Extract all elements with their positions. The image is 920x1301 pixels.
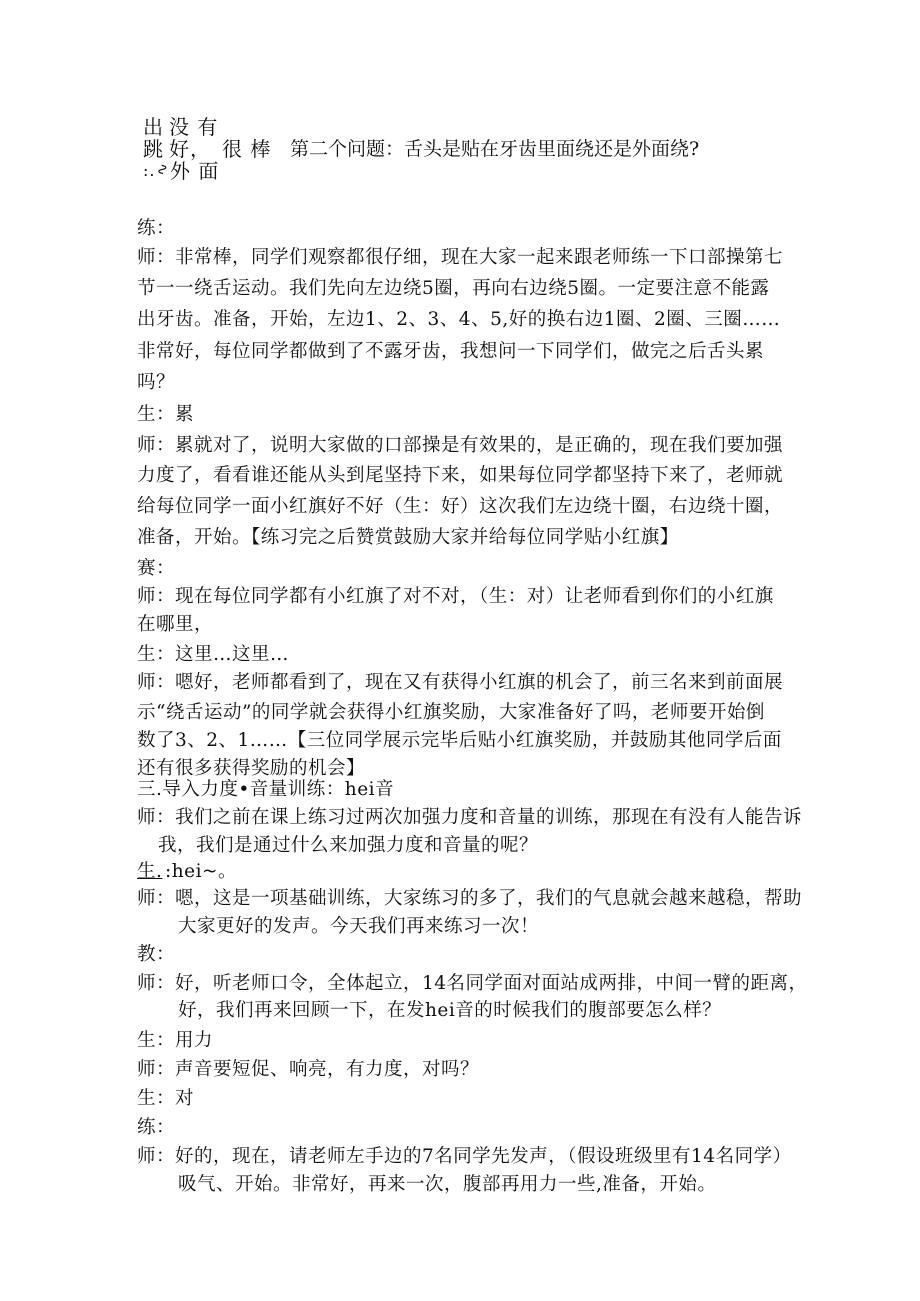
text-line: 生. — [137, 861, 163, 882]
text-line: 师：我们之前在课上练习过两次加强力度和音量的训练，那现在有没有人能告诉 — [137, 807, 803, 828]
text-line: 师：声音要短促、响亮，有力度，对吗？ — [137, 1059, 480, 1080]
text-line: 非常好，每位同学都做到了不露牙齿，我想问一下同学们，做完之后舌头累 — [137, 341, 765, 362]
text-line: 师：现在每位同学都有小红旗了对不对，（生：对）让老师看到你们的小红旗 — [137, 586, 774, 607]
header-fragment-char: 没 有 — [169, 115, 219, 139]
text-line: 赛： — [137, 558, 176, 579]
header-fragment-char: 跳 — [143, 137, 164, 161]
text-line: 准备，开始。【练习完之后赞赏鼓励大家并给每位同学贴小红旗】 — [137, 527, 679, 548]
text-line: :hei~。 — [165, 861, 238, 882]
text-line: 吗？ — [137, 372, 176, 393]
text-line: 练： — [137, 218, 176, 239]
header-fragment-char: 很 棒 — [222, 137, 272, 161]
text-line: 节一一绕舌运动。我们先向左边绕5圈，再向右边绕5圈。一定要注意不能露 — [137, 278, 770, 299]
text-line: 师：嗯好，老师都看到了，现在又有获得小红旗的机会了，前三名来到前面展 — [137, 672, 784, 693]
text-line: 出牙齿。准备，开始，左边1、2、3、4、5,好的换右边1圈、2圈、三圈…… — [137, 309, 781, 330]
text-line: 示“绕舌运动”的同学就会获得小红旗奖励，大家准备好了吗，老师要开始倒 — [137, 702, 765, 723]
text-line: 我，我们是通过什么来加强力度和音量的呢？ — [158, 835, 539, 856]
text-line: 师：嗯，这是一项基础训练，大家练习的多了，我们的气息就会越来越稳，帮助 — [137, 888, 803, 909]
text-line: 好，我们再来回顾一下，在发hei音的时候我们的腹部要怎么样？ — [178, 1000, 722, 1021]
text-line: 吸气、开始。非常好，再来一次，腹部再用力一些,准备，开始。 — [178, 1174, 717, 1195]
section-heading: 三.导入力度•音量训练：hei音 — [137, 779, 395, 800]
text-line: 大家更好的发声。今天我们再来练习一次！ — [178, 916, 540, 937]
text-line: 力度了，看看谁还能从头到尾坚持下来，如果每位同学都坚持下来了，老师就 — [137, 465, 784, 486]
text-line: 师：非常棒，同学们观察都很仔细，现在大家一起来跟老师练一下口部操第七 — [137, 247, 784, 268]
text-line: 生：累 — [137, 404, 195, 425]
text-line: 生：这里…这里… — [137, 644, 290, 665]
header-fragment-char: 出 — [143, 115, 164, 139]
text-line: 还有很多获得奖励的机会】 — [137, 758, 366, 779]
text-line: 数了3、2、1……【三位同学展示完毕后贴小红旗奖励，并鼓励其他同学后面 — [137, 730, 782, 751]
text-line: 给每位同学一面小红旗好不好（生：好）这次我们左边绕十圈，右边绕十圈， — [137, 496, 784, 517]
text-line: 教： — [137, 944, 176, 965]
text-line: 练： — [137, 1117, 176, 1138]
text-line: 在哪里， — [137, 614, 214, 635]
header-fragment-char: ∿ — [152, 162, 171, 176]
text-line: 师：好，听老师口令，全体起立，14名同学面对面站成两排，中间一臂的距离， — [137, 973, 808, 994]
text-line: 生：用力 — [137, 1030, 214, 1051]
header-fragment-char: 好， — [169, 137, 211, 161]
question-line: 第二个问题：舌头是贴在牙齿里面绕还是外面绕? — [290, 138, 700, 160]
text-line: 生：对 — [137, 1088, 195, 1109]
header-fragment-char: :. — [143, 161, 156, 180]
text-line: 师：累就对了，说明大家做的口部操是有效果的，是正确的，现在我们要加强 — [137, 435, 784, 456]
header-fragment-char: 外 面 — [170, 159, 220, 183]
text-line: 师：好的，现在，请老师左手边的7名同学先发声，（假设班级里有14名同学） — [137, 1146, 792, 1167]
